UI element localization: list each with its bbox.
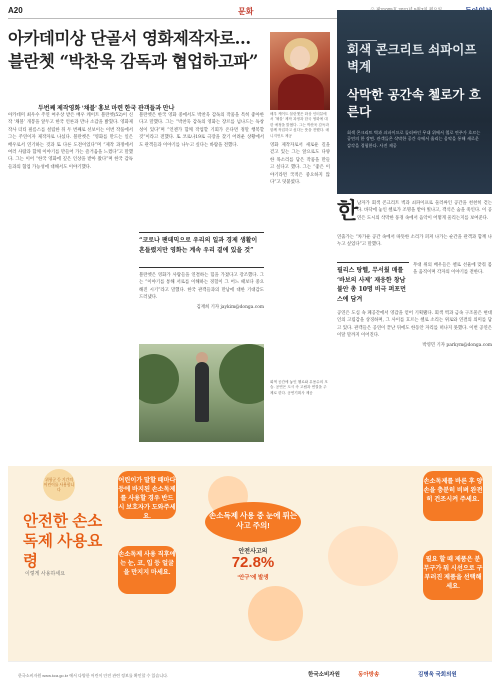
ad-title: 안전한 손소독제 사용요령: [23, 513, 103, 570]
photo2-caption-text: 회색 공간에 놓인 첼로와 무용수의 모습. 공연은 도시 속 고립과 연결을 주제로 한다. 공연기획사 제공: [270, 380, 328, 395]
broadcast-logo: 동아방송: [358, 672, 380, 678]
face-illustration: [248, 586, 303, 641]
lawmaker-logo: 김병욱 국회의원: [418, 672, 457, 678]
main-headline: [8, 27, 268, 73]
panel-caption: 회색 콘크리트 벽과 쇠파이프로 둘러싸인 무대 위에서 첼로 연주가 흐르는 공연의 한 장면. 관객들은 삭막한 공간 속에서 울리는 음악을 통해 새로운 감각을 경험한다. 사진 제공: [347, 130, 481, 148]
side-column-2: 연출가는 “차가운 공간 속에서 따뜻한 소리가 퍼져 나가는 순간을 관객과 함께 나누고 싶었다”고 말했다.: [337, 235, 492, 248]
pull-quote: “코로나 팬데믹으로 우리의 일과 경제 생활이 흔들렸지만 영화는 계속 우리 곁에 있을 것”: [139, 232, 264, 268]
side-column-4: [337, 310, 492, 376]
photo-caption-text: 배우 케이트 블란쳇은 화상 인터뷰에서 ‘채블’ 제작 과정과 한국 영화에 대한 애정을 밝혔다. 그는 박찬욱 감독과 함께 작업하고 싶다는 뜻을 전했다. 매니지먼트 제공: [270, 112, 329, 138]
cello-performance-photo: [139, 344, 264, 442]
stat-subtitle: ‘안구’에 발생: [237, 575, 269, 581]
ad-subtitle: 이렇게 사용하세요: [25, 571, 66, 577]
ad-footer: [8, 661, 492, 685]
tip-bubble-5: 필요 할 때 제품은 분무구가 뭐 시선으로 구부러진 제품을 선택해세요.: [423, 550, 483, 600]
headline-line-1: 아카데미상 단골서 영화제작자로…: [8, 29, 251, 48]
kca-logo: 한국소비자원: [308, 672, 340, 678]
article-column-1: 아카데미 최우수 주연 여우상 받은 배우 케이트 블란쳇(52)이 신작 ‘채블’ 개봉을 앞두고 한국 언론과 만나 소감을 밝혔다. 영화제작사 더티 필름스를 설립한 뒤 두 번째로 선보이는 이번 작품에서 그는 주연이자 제작자로 나섰다. 블란쳇은 “영화를 만드는 일은 배우로서 연기하는 것과 또 다른 도전이었다”며 “제작 과정에서 여러 사람과 함께 이야기를 만들어 가는 즐거움을 느꼈다”고 말했다. 그는 이어 “한국 영화에 깊은 인상을 받아 왔다”며 한국 감독들과의 협업 가능성에 대해서도 이야기했다.: [8, 113, 133, 170]
photo-caption: [270, 112, 330, 138]
tip-bubble-1: 어린이가 말할 때마다 등에 바지된 손소독제를 사용할 경우 반드시 보호자가 도와주세요.: [118, 471, 176, 519]
side-article-photo-panel: [337, 10, 492, 194]
article-column-3: [139, 272, 264, 342]
side-column-1: 남자가 회색 콘크리트 벽과 쇠파이프로 둘러싸인 공간을 천천히 걷는다. 바닥에 놓인 첼로가 조명을 받아 빛나고, 객석은 숨을 죽인다. 이 공연은 도시의 삭막한 풍경 속에서 음악이 어떻게 울리는지를 보여준다.: [357, 201, 492, 221]
drop-cap: 한: [337, 198, 359, 224]
page-number: A20: [8, 6, 23, 15]
side-column-4-text: 공연은 도심 속 폐공간에서 영감을 얻어 기획됐다. 회색 벽과 금속 구조물은 현대인의 고립감을 상징하며, 그 사이를 흐르는 첼로 소리는 위로와 연결의 의미를 담고 있다. 관객들은 공연이 끝난 뒤에도 한동안 자리를 떠나지 못했다. 이번 공연은 이달 말까지 이어진다.: [337, 311, 492, 339]
tip-bubble-2: 손소독제 사용 직후에는 눈, 코, 입 등 얼굴을 만지지 마세요.: [118, 546, 176, 594]
side-pull-quote: 필리스 탕헬, 무서웠 매를 ‘바보의 사제’ 재웅한 창남 불안 총 10명 비극 퍼포먼스에 담겨: [337, 262, 409, 306]
photo2-caption: [270, 380, 330, 436]
article-column-4: 영화 제작자로서 새로운 길을 걷고 있는 그는 앞으로도 다양한 목소리를 담은 작품을 만들고 싶다고 했다. 그는 “좋은 이야기라면 국적은 중요하지 않다”고 덧붙였다.: [270, 143, 330, 186]
sub-headline: 두번째 제작영화 ‘채블’ 홍보 마련 한국 관객들과 만나: [38, 106, 175, 112]
stat-value: 72.8%: [231, 554, 275, 571]
hand-sanitizer-ad: [8, 466, 492, 685]
article-column-2: 블란쳇은 한국 영화 중에서도 박찬욱 감독의 작품을 특히 좋아한다고 말했다. 그는 “박찬욱 감독의 영화는 장르를 넘나드는 독창성이 있다”며 “언젠가 함께 작업할 기회가 온다면 정말 행복할 것”이라고 전했다. 또 코로나19로 극장을 찾기 어려운 상황에서도 관객들과 이야기를 나누고 싶다는 바람을 전했다.: [139, 113, 264, 148]
side-column-3: 무대 위의 배우들은 첼로 선율에 맞춰 몸을 움직이며 각자의 이야기를 전한다.: [413, 263, 492, 276]
panel-title-1: 회색 콘크리트 쇠파이프 벽계: [347, 42, 477, 74]
headline-line-2: 블란쳇 “박찬욱 감독과 협업하고파”: [8, 52, 258, 71]
tip-bubble-4: 손소독제를 바른 후 양손을 충분히 비벼 완전히 건조시켜 주세요.: [423, 471, 483, 521]
panel-title-2: 삭막한 공간속 첼로가 흐른다: [347, 87, 481, 119]
article-column-3-text: 블란쳇은 영화가 사람들을 연결하는 힘을 가졌다고 강조했다. 그는 “이야기를 통해 서로를 이해하는 경험이 그 어느 때보다 중요해진 시기”라고 말했다. 한국 관객들과의 만남에 대한 기대감도 드러냈다.: [139, 273, 264, 301]
hands-illustration: [328, 526, 398, 586]
stat-heading: 안전사고의: [238, 549, 268, 555]
section-label: 문화: [238, 7, 254, 16]
byline: 김재희 기자 jaykim@donga.com: [196, 304, 264, 310]
side-byline: 박영민 기자 parkym@donga.com: [422, 342, 492, 348]
warning-bubble: 손소독제 사용 중 눈에 튀는 사고 주의!: [205, 502, 301, 542]
ad-badge: 위험군 등 기간의 어린이를 사용합니다: [43, 469, 75, 501]
actor-portrait-photo: [270, 32, 330, 110]
ad-footnote: 한국소비자원 www.kca.go.kr 에서 다양한 어린이 안전 관련 정보를 확인할 수 있습니다.: [18, 673, 169, 678]
